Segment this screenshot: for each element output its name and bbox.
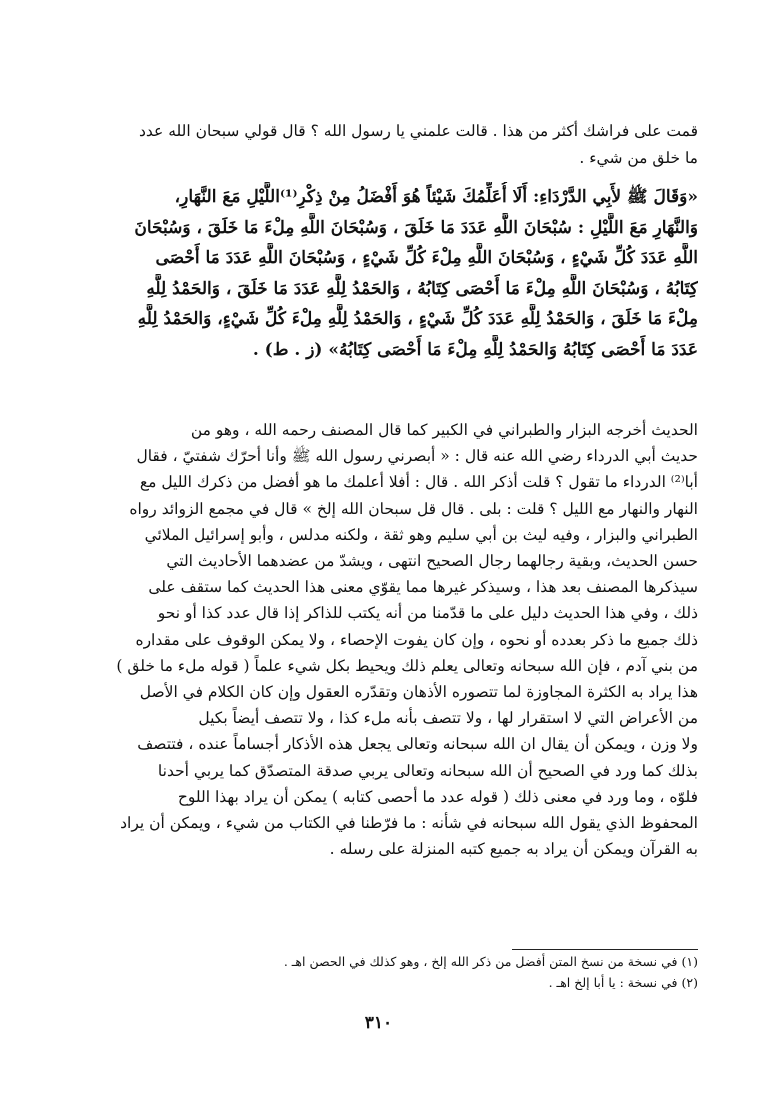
commentary-line: فلوّه ، وما ورد في معنى ذلك ( قوله عدد ما أحصى كتابه ) يمكن أن يراد بهذا اللوح — [177, 787, 698, 806]
footnotes — [62, 951, 698, 993]
hadith-line: عَدَدَ مَا أَحْصَى كِتَابُهُ وَالحَمْدُ لِلَّهِ مِلْءَ مَا أَحْصَى كِتَابُهُ» (ز . ط) . — [252, 339, 698, 360]
footnote-line: (١) في نسخة من نسخ المتن أفضل من ذكر الله إلخ ، وهو كذلك في الحصن اهـ . — [283, 954, 698, 969]
commentary-line: النهار والنهار مع الليل ؟ قلت : بلى . قال قل سبحان الله إلخ » قال في مجمع الزوائد رواه — [129, 499, 698, 518]
commentary-line: من بني آدم ، فإن الله سبحانه وتعالى يعلم ذلك ويحيط بكل شيء علماً ( قوله ملء ما خلق ) — [116, 656, 698, 675]
intro-paragraph — [62, 118, 698, 172]
commentary-line: سيذكرها المصنف بعد هذا ، وسيذكر غيرها مما يقوّي معنى هذا الحديث كما ستقف على — [148, 578, 698, 597]
hadith-line: اللَّهِ عَدَدَ كُلِّ شَيْءٍ ، وَسُبْحَانَ اللَّهِ مِلْءَ كُلِّ شَيْءٍ ، وَسُبْحَانَ اللَّهِ عَدَدَ مَا أَحْصَى — [155, 248, 698, 268]
hadith-line: «وَقَالَ ﷺ لأَبِي الدَّرْدَاءِ: أَلَا أُعَلِّمُكَ شَيْئاً هُوَ أَفْضَلُ مِنْ ذِكْرِ⁽¹⁾اللَّيْلِ مَعَ النَّهَارِ، — [174, 187, 698, 207]
commentary-line: هذا يراد به الكثرة المجاوزة لما تتصوره الأذهان وتقدّره العقول وإن كان الكلام في الأصل — [139, 683, 698, 702]
commentary-line: بذلك كما ورد في الصحيح أن الله سبحانه وتعالى يربي صدقة المتصدّق كما يربي أحدنا — [157, 761, 698, 780]
commentary-line: حديث أبي الدرداء رضي الله عنه قال : « أبصرني رسول الله ﷺ وأنا أحرّك شفتيّ ، فقال — [136, 447, 698, 466]
commentary-line: الحديث أخرجه البزار والطبراني في الكبير كما قال المصنف رحمه الله ، وهو من — [190, 421, 698, 439]
commentary-line: الطبراني والبزار ، وفيه ليث بن أبي سليم وهو ثقة ، ولكنه مدلس ، وأبو إسرائيل الملائي — [144, 525, 698, 544]
commentary-paragraph — [62, 417, 698, 862]
footnote-divider — [512, 949, 698, 950]
hadith-text — [62, 182, 698, 365]
hadith-line: مِلْءَ مَا خَلَقَ ، وَالحَمْدُ لِلَّهِ عَدَدَ كُلِّ شَيْءٍ ، وَالحَمْدُ لِلَّهِ مِلْءَ كُلِّ شَيْءٍ، وَالحَمْدُ لِلَّهِ — [137, 309, 698, 329]
intro-line: قمت على فراشك أكثر من هذا . قالت علمني يا رسول الله ؟ قال قولي سبحان الله عدد — [139, 122, 698, 140]
commentary-line: به القرآن ويمكن أن يراد به جميع كتبه المنزلة على رسله . — [329, 840, 698, 859]
commentary-line: ذلك ، وفي هذا الحديث دليل على ما قدّمنا من أنه يكتب للذاكر إذا قال عدد كذا أو نحو — [157, 604, 698, 623]
hadith-line: وَالنَّهَارِ مَعَ اللَّيْلِ : سُبْحَانَ اللَّهِ عَدَدَ مَا خَلَقَ ، وَسُبْحَانَ اللَّهِ مِلْءَ مَا خَلَقَ ، وَسُبْحَانَ — [134, 217, 698, 238]
commentary-line: من الأعراض التي لا استقرار لها ، ولا تتصف بأنه ملء كذا ، ولا تتصف أيضاً بكيل — [198, 709, 698, 728]
commentary-line: المحفوظ الذي يقول الله سبحانه في شأنه : ما فرّطنا في الكتاب من شيء ، ويمكن أن يراد — [120, 814, 698, 833]
commentary-line: ذلك جميع ما ذكر بعدده أو نحوه ، وإن كان يفوت الإحصاء ، ولا يمكن الوقوف على مقداره — [135, 630, 698, 649]
intro-line: ما خلق من شيء . — [579, 149, 698, 167]
footnote-line: (٢) في نسخة : يا أبا إلخ اهـ . — [548, 975, 698, 990]
commentary-line: حسن الحديث، وبقية رجالهما رجال الصحيح انتهى ، ويشدّ من عضدهما الأحاديث التي — [166, 552, 698, 571]
commentary-line: أبا⁽²⁾ الدرداء ما تقول ؟ قلت أذكر الله . قال : أفلا أعلمك ما هو أفضل من ذكرك الليل مع — [139, 473, 698, 492]
hadith-line: كِتَابُهُ ، وَسُبْحَانَ اللَّهِ مِلْءَ مَا أَحْصَى كِتَابُهُ ، وَالحَمْدُ لِلَّهِ عَدَدَ مَا خَلَقَ ، وَالحَمْدُ لِلَّهِ — [146, 278, 698, 299]
commentary-line: ولا وزن ، ويمكن أن يقال ان الله سبحانه وتعالى يجعل هذه الأذكار أجساماً عنده ، فتتصف — [137, 735, 698, 754]
page-number: ٣١٠ — [364, 1013, 393, 1033]
